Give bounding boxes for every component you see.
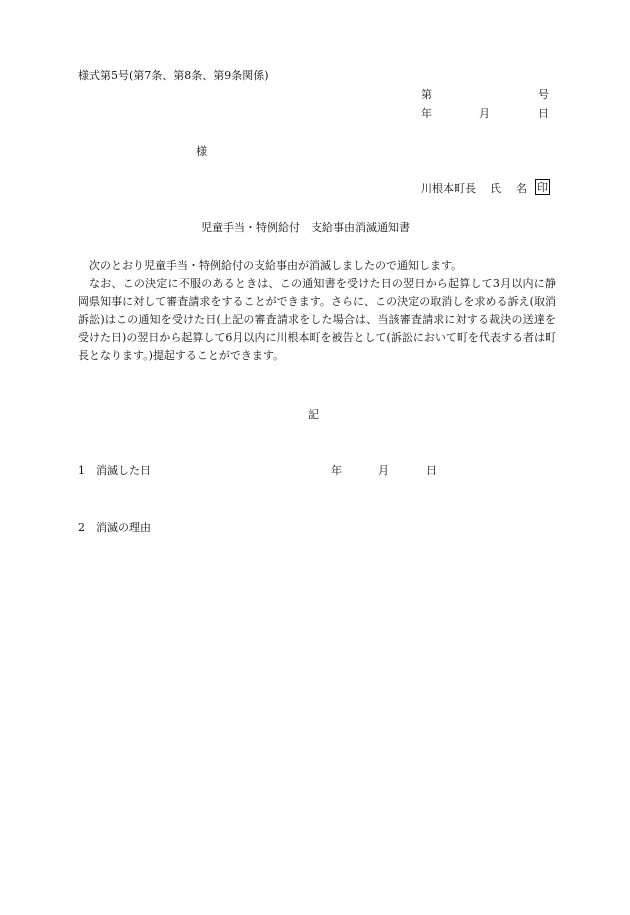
issuer-title: 川根本町長 bbox=[421, 182, 476, 195]
item-2-label: 2 消滅の理由 bbox=[78, 521, 151, 534]
item-1-month: 月 bbox=[378, 464, 389, 477]
issuer-name-shi: 氏 bbox=[490, 182, 501, 195]
issuer-name-mei: 名 bbox=[516, 182, 527, 195]
document-title: 児童手当・特例給付 支給事由消滅通知書 bbox=[201, 221, 410, 234]
document-number-prefix: 第 bbox=[421, 88, 432, 101]
issue-date-day: 日 bbox=[538, 107, 549, 120]
item-1-day: 日 bbox=[426, 464, 437, 477]
issue-date-year: 年 bbox=[421, 107, 432, 120]
notice-paragraph-2: なお、この決定に不服のあるときは、この通知書を受けた日の翌日から起算して3月以内に静岡県知事に対して審査請求をすることができます。さらに、この決定の取消しを求める訴え(取消訴訟)はこの通知を受けた日(上記の審査請求をした場合は、当該審査請求に対する裁決の送達を受けた日)の翌日から起算して6月以内に川根本町を被告として(訴訟において町を代表する者は町長となります。)提起することができます。 bbox=[78, 277, 556, 362]
item-1-label: 1 消滅した日 bbox=[78, 464, 151, 477]
addressee-honorific: 様 bbox=[196, 145, 207, 158]
issue-date-month: 月 bbox=[479, 107, 490, 120]
form-number: 様式第5号(第7条、第8条、第9条関係) bbox=[78, 69, 269, 82]
item-1-year: 年 bbox=[331, 464, 342, 477]
document-number-suffix: 号 bbox=[538, 88, 549, 101]
notice-paragraph-1: 次のとおり児童手当・特例給付の支給事由が消滅しましたので通知します。 bbox=[89, 259, 463, 272]
seal-mark: 印 bbox=[537, 181, 548, 194]
ki-heading: 記 bbox=[308, 408, 319, 421]
